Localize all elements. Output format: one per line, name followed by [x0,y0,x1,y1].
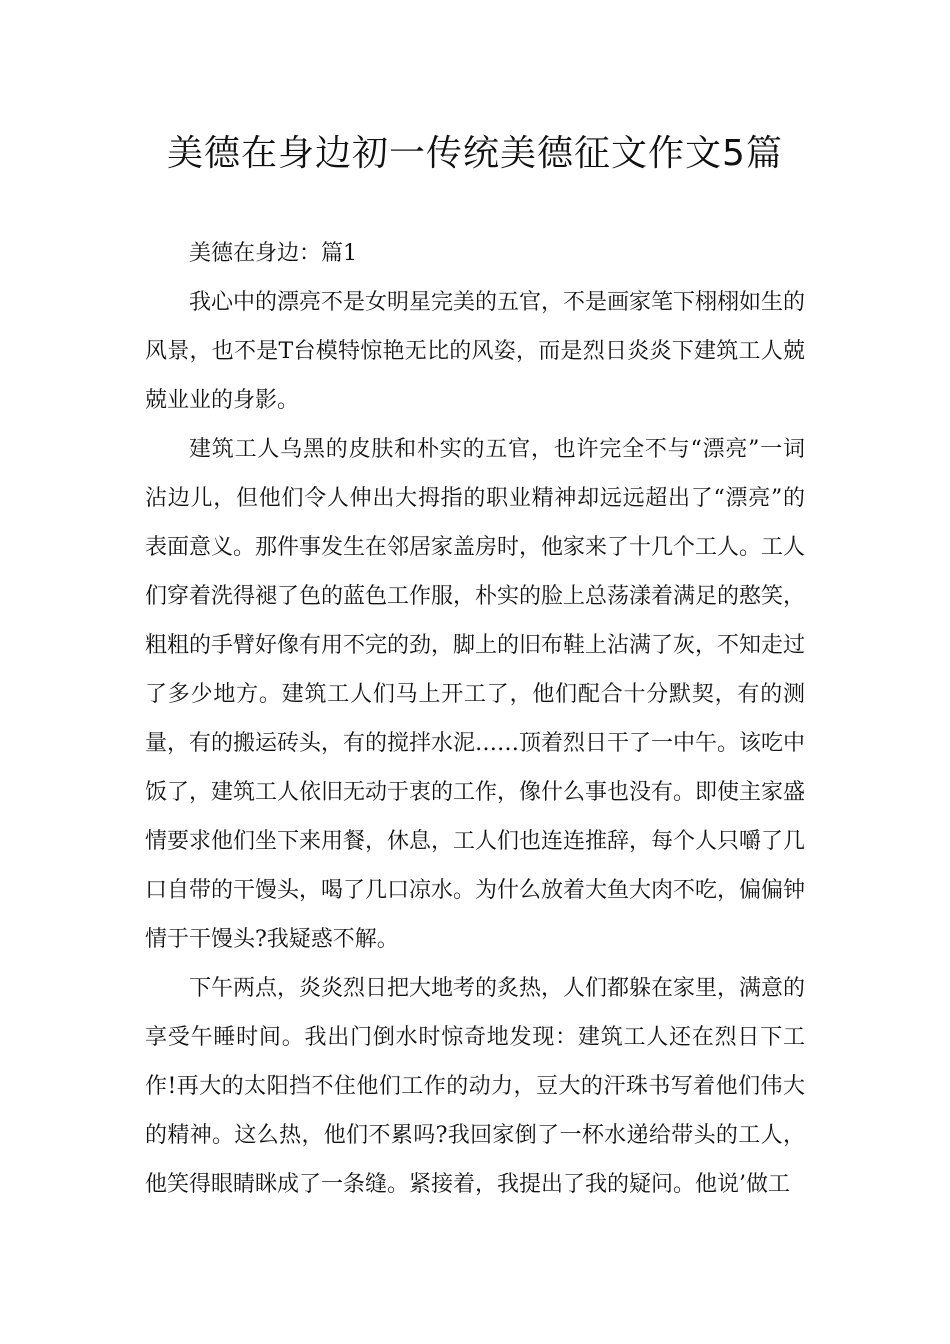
document-body [145,229,805,1209]
section-heading: 美德在身边：篇1 [189,241,357,266]
document-title: 美德在身边初一传统美德征文作文5篇 [167,133,783,174]
paragraph: 建筑工人乌黑的皮肤和朴实的五官，也许完全不与“漂亮”一词沾边儿，但他们令人伸出大拇指的职业精神却远远超出了“漂亮”的表面意义。那件事发生在邻居家盖房时，他家来了十几个工人。工人们穿着洗得褪了色的蓝色工作服，朴实的脸上总荡漾着满足的憨笑，粗粗的手臂好像有用不完的劲，脚上的旧布鞋上沾满了灰，不知走过了多少地方。建筑工人们马上开工了，他们配合十分默契，有的测量，有的搬运砖头，有的搅拌水泥……顶着烈日干了一中午。该吃中饭了，建筑工人依旧无动于衷的工作，像什么事也没有。即使主家盛情要求他们坐下来用餐，休息，工人们也连连推辞，每个人只嚼了几口自带的干馒头，喝了几口凉水。为什么放着大鱼大肉不吃，偏偏钟情于干馒头?我疑惑不解。 [145,437,806,952]
paragraph: 下午两点，炎炎烈日把大地考的炙热，人们都躲在家里，满意的享受午睡时间。我出门倒水时惊奇地发现：建筑工人还在烈日下工作!再大的太阳挡不住他们工作的动力，豆大的汗珠书写着他们伟大的精神。这么热，他们不累吗?我回家倒了一杯水递给带头的工人，他笑得眼睛眯成了一条缝。紧接着，我提出了我的疑问。他说’做工 [145,976,806,1197]
paragraph: 我心中的漂亮不是女明星完美的五官，不是画家笔下栩栩如生的风景，也不是T台模特惊艳无比的风姿，而是烈日炎炎下建筑工人兢兢业业的身影。 [145,290,806,413]
